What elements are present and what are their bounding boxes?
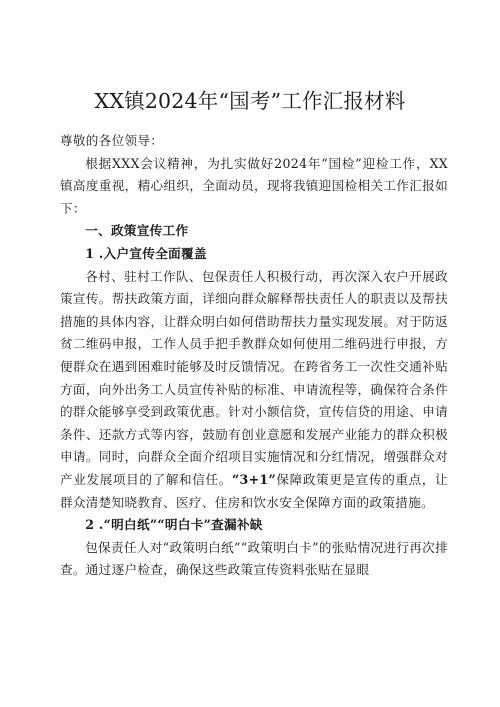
household-publicity-text-2: 保障政策更是宣传的重点，让群众清楚知晓教育、医疗、住房和饮水安全保障方面的政策措施。: [60, 471, 449, 510]
section-heading-policy-publicity: 一、政策宣传工作: [85, 223, 189, 239]
subsection-heading-household-publicity: 1 .入户宣传全面覆盖: [85, 245, 207, 261]
household-publicity-paragraph: [60, 266, 448, 515]
document-body: [60, 130, 448, 582]
intro-paragraph: 根据XXX会议精神，为扎实做好2024年“国检”迎检工作，XX镇高度重视，精心组织，全面动员，现将我镇迎国检相关工作汇报如下：: [60, 155, 448, 216]
subsection-heading-info-sheets: 2 .“明白纸”“明白卡”查漏补缺: [85, 517, 263, 533]
greeting: 尊敬的各位领导：: [60, 133, 164, 148]
three-plus-one-label: “3+1”: [231, 471, 277, 487]
household-publicity-text-1: 各村、驻村工作队、包保责任人积极行动，再次深入农户开展政策宣传。帮扶政策方面，详细向群众解释帮扶责任人的职责以及帮扶措施的具体内容，让群众明白如何借助帮扶力量实现发展。对于防返贫二维码申报，工作人员手把手教群众如何使用二维码进行申报，方便群众在遇到困难时能够及时反馈情况。在跨省务工一次性交通补贴方面，向外出务工人员宣传补贴的标准、申请流程等，确保符合条件的群众能够享受到政策优惠。针对小额信贷，宣传信贷的用途、申请条件、还款方式等内容，鼓励有创业意愿和发展产业能力的群众积极申请。同时，向群众全面介绍项目实施情况和分红情况，增强群众对产业发展项目的了解和信任。: [60, 268, 448, 487]
document-title: XX镇2024年“国考”工作汇报材料: [94, 89, 406, 113]
info-sheets-paragraph: 包保责任人对“政策明白纸”“政策明白卡”的张贴情况进行再次排查。通过逐户检查，确保这些政策宣传资料张贴在显眼: [60, 539, 448, 578]
